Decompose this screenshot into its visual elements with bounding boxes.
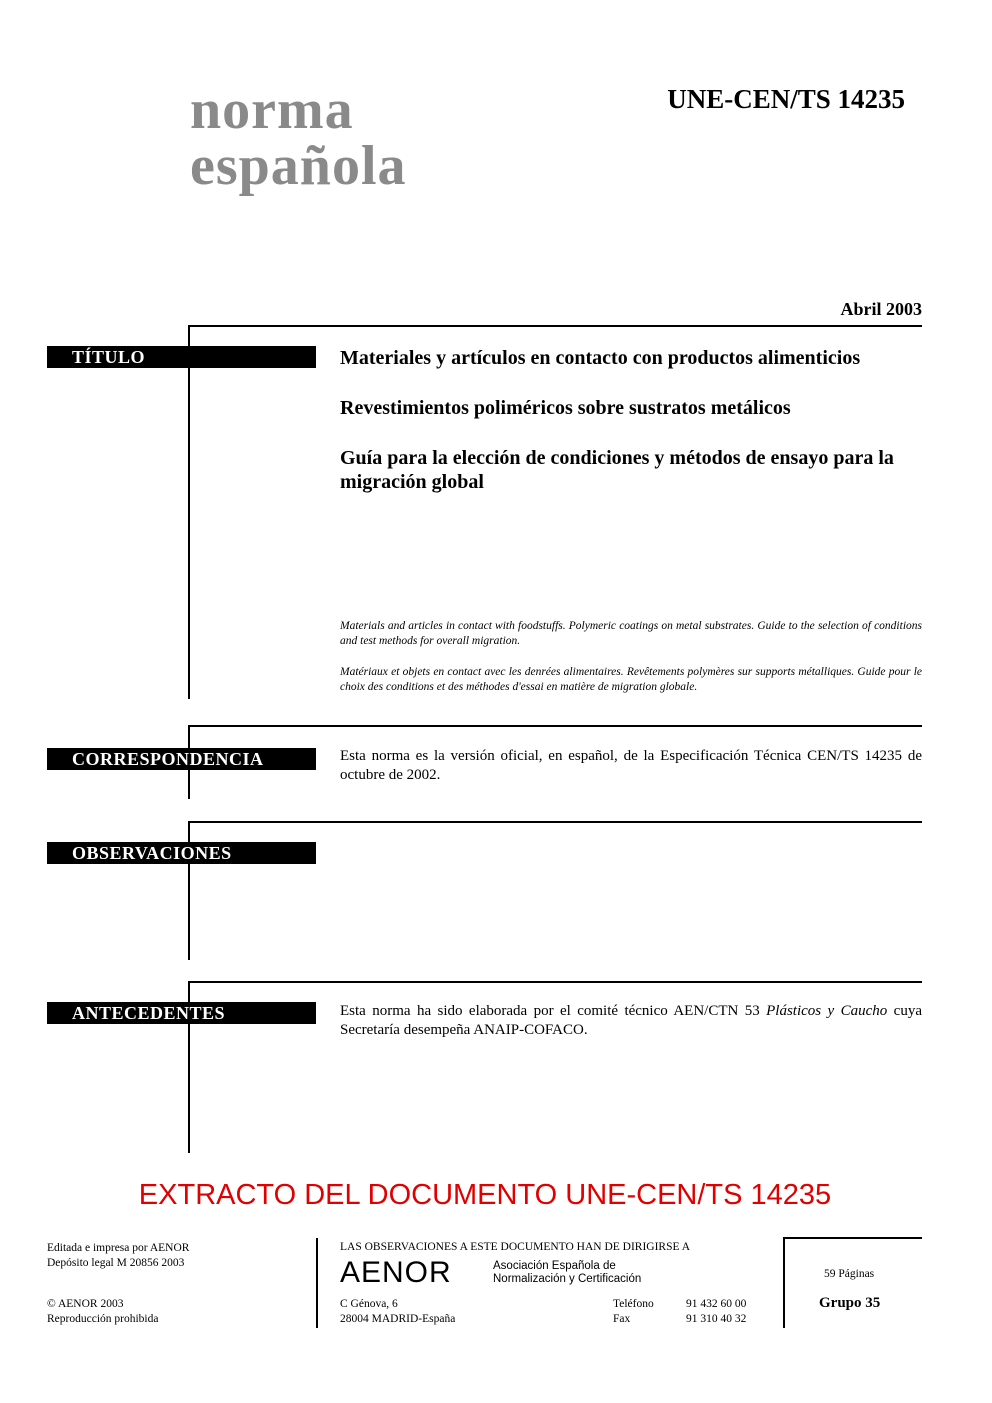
footer-phone: 91 432 60 00	[686, 1298, 747, 1310]
aenor-association	[493, 1260, 641, 1286]
label-antecedentes: ANTECEDENTES	[47, 1002, 316, 1024]
titulo-side-rule	[188, 325, 190, 699]
antecedentes-top-rule	[188, 981, 922, 983]
footer-fax-label: Fax	[613, 1313, 631, 1325]
footer-copyright: © AENOR 2003	[47, 1298, 124, 1310]
aenor-logo: AENOR	[340, 1256, 452, 1289]
standard-code: UNE-CEN/TS 14235	[667, 84, 905, 114]
footer-group: Grupo 35	[819, 1295, 881, 1311]
correspondencia-text: Esta norma es la versión oficial, en español, de la Especificación Técnica CEN/TS 14235 de octubre de 2002.	[340, 748, 922, 783]
aenor-assoc-line-1: Asociación Española de	[493, 1260, 616, 1272]
footer-box-side-rule	[783, 1237, 785, 1328]
title-line-1: Materiales y artículos en contacto con productos alimenticios	[340, 347, 861, 369]
brand-title	[190, 79, 407, 197]
publication-date: Abril 2003	[840, 299, 922, 319]
observaciones-top-rule	[188, 821, 922, 823]
label-correspondencia: CORRESPONDENCIA	[47, 748, 316, 770]
label-titulo: TÍTULO	[47, 346, 316, 368]
brand-line-2: española	[190, 135, 407, 197]
label-observaciones: OBSERVACIONES	[47, 842, 316, 864]
antecedentes-text	[340, 1002, 922, 1040]
footer-divider-left	[316, 1238, 318, 1328]
footer-edited-by: Editada e impresa por AENOR	[47, 1242, 190, 1254]
title-english: Materials and articles in contact with foodstuffs. Polymeric coatings on metal substrates. Guide to the selection of conditions and test methods for overall migration.	[340, 620, 922, 647]
extract-notice: EXTRACTO DEL DOCUMENTO UNE-CEN/TS 14235	[138, 1179, 832, 1211]
footer-deposito: Depósito legal M 20856 2003	[47, 1257, 185, 1269]
footer-fax: 91 310 40 32	[686, 1313, 747, 1325]
footer-observations-notice: LAS OBSERVACIONES A ESTE DOCUMENTO HAN DE DIRIGIRSE A	[340, 1241, 691, 1253]
footer-box-top-rule	[783, 1237, 922, 1239]
footer-address-1: C Génova, 6	[340, 1298, 398, 1310]
antecedentes-text-before: Esta norma ha sido elaborada por el comité técnico AEN/CTN 53	[340, 1003, 767, 1019]
title-line-3: Guía para la elección de condiciones y métodos de ensayo para la migración global	[340, 447, 894, 493]
correspondencia-top-rule	[188, 725, 922, 727]
aenor-assoc-line-2: Normalización y Certificación	[493, 1273, 642, 1285]
antecedentes-text-after: cuya Secretaría desempeña ANAIP-COFACO.	[340, 1003, 922, 1038]
footer-reproduction: Reproducción prohibida	[47, 1313, 159, 1325]
brand-line-1: norma	[190, 79, 354, 141]
title-french: Matériaux et objets en contact avec les denrées alimentaires. Revêtements polymères sur supports métalliques. Guide pour le choix des conditions et des méthodes d'essai en matière de migration globale.	[340, 666, 922, 693]
antecedentes-committee-name: Plásticos y Caucho	[766, 1003, 888, 1019]
title-line-2: Revestimientos poliméricos sobre sustratos metálicos	[340, 397, 791, 419]
titulo-top-rule	[188, 325, 922, 327]
footer-address-2: 28004 MADRID-España	[340, 1313, 456, 1325]
footer-pages: 59 Páginas	[824, 1268, 875, 1280]
footer-phone-label: Teléfono	[613, 1298, 654, 1310]
